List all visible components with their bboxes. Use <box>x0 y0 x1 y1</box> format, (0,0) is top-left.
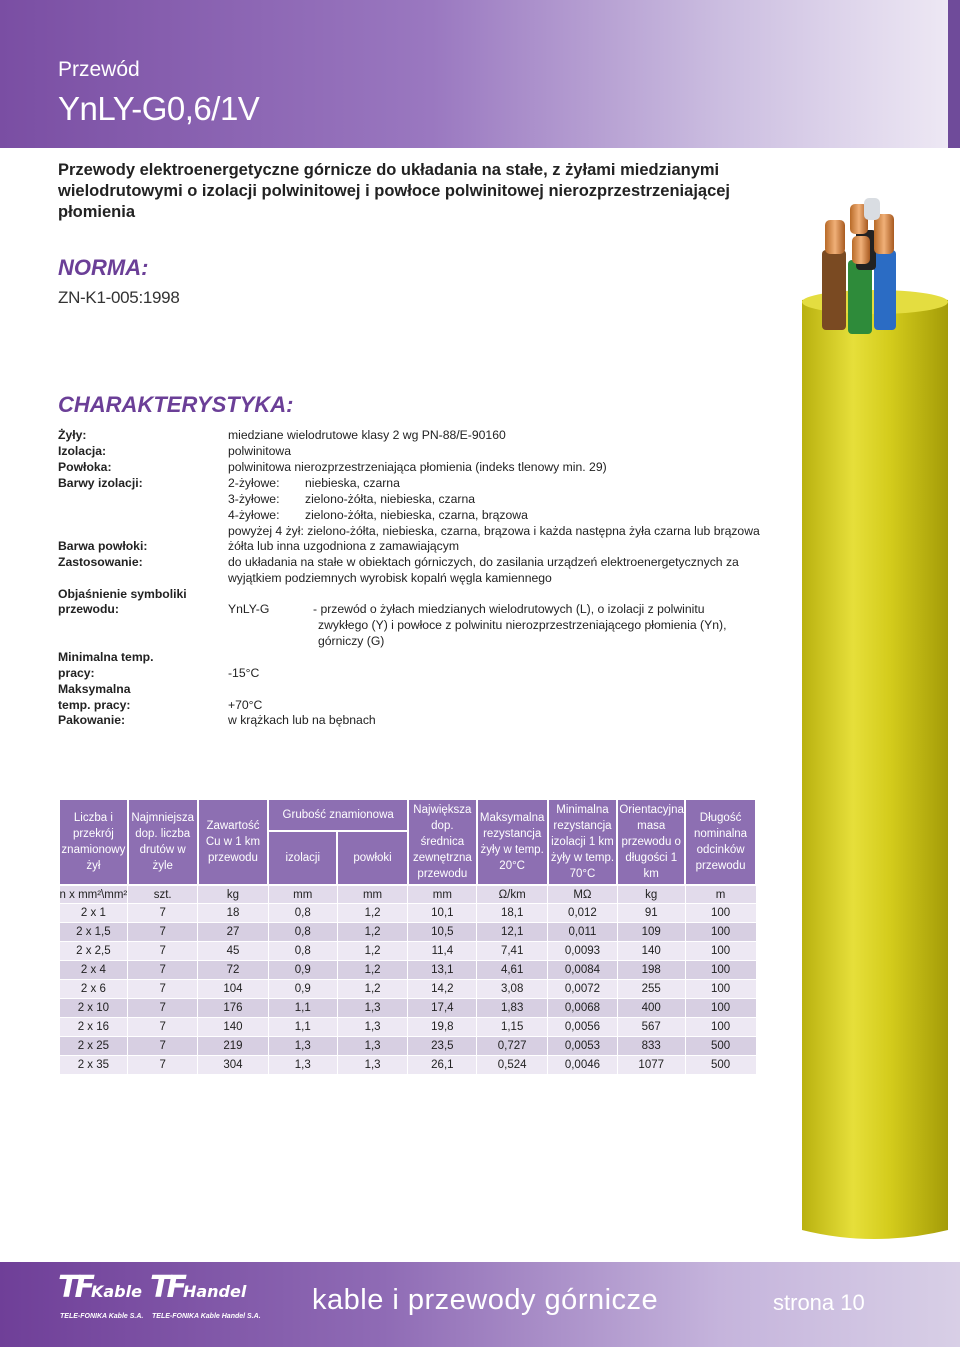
spec-value: zwykłego (Y) i powłoce z polwinitu nierozprzestrzeniającego płomienia (Yn), <box>318 618 727 632</box>
table-cell: 0,011 <box>548 923 618 942</box>
table-row <box>59 1018 756 1037</box>
spec-value: miedziane wielodrutowe klasy 2 wg PN-88/E-90160 <box>228 428 506 442</box>
table-row <box>59 1056 756 1075</box>
spec-label: Żyły: <box>58 428 87 442</box>
spec-row-barwy <box>58 476 400 490</box>
cable-sheath <box>802 293 948 1239</box>
logo-company: TELE-FONIKA Kable S.A. <box>60 1313 144 1320</box>
table-cell: 567 <box>617 1018 685 1037</box>
table-cell: 0,8 <box>268 942 337 961</box>
spec-row-min-temp-2 <box>58 666 260 680</box>
col-header-wires: Najmniejsza dop. liczba drutów w żyle <box>128 799 198 885</box>
table-cell: 0,0068 <box>548 999 618 1018</box>
table-cell: 0,9 <box>268 961 337 980</box>
table-cell: 400 <box>617 999 685 1018</box>
core-green <box>848 260 872 334</box>
spec-label: Barwy izolacji: <box>58 476 143 490</box>
table-row <box>59 923 756 942</box>
product-type: Przewód <box>58 58 140 81</box>
unit-cell: mm <box>337 885 408 904</box>
spec-row-powloka <box>58 460 607 474</box>
spec-label: Izolacja: <box>58 444 107 458</box>
table-cell: 7 <box>128 904 198 923</box>
product-title: YnLY-G0,6/1V <box>58 90 260 127</box>
col-header-insulation-resistance: Minimalna rezystancja izolacji 1 km żyły w temp. 70°C <box>548 799 618 885</box>
table-cell: 0,0072 <box>548 980 618 999</box>
spec-row-barwa-powloki <box>58 539 460 553</box>
unit-cell: kg <box>198 885 269 904</box>
core-blue <box>874 250 896 330</box>
table-cell: 12,1 <box>477 923 548 942</box>
spec-label: pracy: <box>58 666 95 680</box>
table-cell: 7 <box>128 961 198 980</box>
table-cell: 500 <box>685 1056 756 1075</box>
copper-strands-1 <box>825 220 845 254</box>
table-cell: 19,8 <box>408 1018 477 1037</box>
table-cell: 1077 <box>617 1056 685 1075</box>
spec-row-min-temp <box>58 650 153 664</box>
table-cell: 7 <box>128 999 198 1018</box>
spec-row-izolacja <box>58 444 292 458</box>
table-row <box>59 961 756 980</box>
table-cell: 140 <box>617 942 685 961</box>
table-cell: 100 <box>685 961 756 980</box>
header-banner <box>0 0 960 148</box>
table-cell: 1,3 <box>337 1056 408 1075</box>
table-cell: 0,0093 <box>548 942 618 961</box>
col-header-length: Długość nominalna odcinków przewodu <box>685 799 756 885</box>
table-cell: 100 <box>685 1018 756 1037</box>
table-cell: 100 <box>685 999 756 1018</box>
table-cell: 304 <box>198 1056 269 1075</box>
table-cell: 1,2 <box>337 904 408 923</box>
table-cell: 27 <box>198 923 269 942</box>
table-cell: 7 <box>128 923 198 942</box>
spec-value: wyjątkiem podziemnych wyrobisk kopalń węgla kamiennego <box>228 571 552 585</box>
col-header-mass: Orientacyjna masa przewodu o długości 1 km <box>617 799 685 885</box>
table-cell: 2 x 6 <box>59 980 128 999</box>
table-cell: 7,41 <box>477 942 548 961</box>
table-cell: 2 x 2,5 <box>59 942 128 961</box>
units-row <box>59 885 756 904</box>
table-cell: 72 <box>198 961 269 980</box>
col-header-insulation: izolacji <box>268 831 337 885</box>
table-cell: 0,0046 <box>548 1056 618 1075</box>
table-cell: 1,83 <box>477 999 548 1018</box>
table-cell: 0,0056 <box>548 1018 618 1037</box>
table-cell: 45 <box>198 942 269 961</box>
table-cell: 0,0084 <box>548 961 618 980</box>
unit-cell: mm <box>408 885 477 904</box>
table-cell: 17,4 <box>408 999 477 1018</box>
col-header-diameter: Największa dop. średnica zewnętrzna przewodu <box>408 799 477 885</box>
spec-key: 2-żyłowe: <box>228 476 280 490</box>
table-cell: 14,2 <box>408 980 477 999</box>
table-cell: 10,1 <box>408 904 477 923</box>
table-cell: 1,3 <box>337 1018 408 1037</box>
table-cell: 0,8 <box>268 923 337 942</box>
unit-cell: MΩ <box>548 885 618 904</box>
table-cell: 3,08 <box>477 980 548 999</box>
table-cell: 109 <box>617 923 685 942</box>
page-label: strona <box>773 1290 835 1315</box>
spec-row-max-temp <box>58 682 131 696</box>
table-cell: 1,3 <box>268 1037 337 1056</box>
footer-bar <box>0 1262 960 1347</box>
table-cell: 11,4 <box>408 942 477 961</box>
table-cell: 0,727 <box>477 1037 548 1056</box>
spec-value: -15°C <box>228 666 260 680</box>
spec-value: do układania na stałe w obiektach górniczych, do zasilania urządzeń elektroenergetycznych za <box>228 555 739 569</box>
table-cell: 100 <box>685 904 756 923</box>
table-cell: 100 <box>685 942 756 961</box>
spec-label: Objaśnienie symboliki <box>58 587 187 601</box>
table-cell: 10,5 <box>408 923 477 942</box>
footer-tagline: kable i przewody górnicze <box>312 1284 659 1316</box>
spec-label: Zastosowanie: <box>58 555 143 569</box>
table-header-row <box>59 799 756 831</box>
table-cell: 104 <box>198 980 269 999</box>
spec-value: niebieska, czarna <box>305 476 400 490</box>
col-header-cu-content: Zawartość Cu w 1 km przewodu <box>198 799 269 885</box>
col-header-nominal-thickness: Grubość znamionowa <box>268 799 408 831</box>
table-cell: 18,1 <box>477 904 548 923</box>
spec-label: przewodu: <box>58 602 119 616</box>
table-cell: 1,2 <box>337 942 408 961</box>
spec-label: temp. pracy: <box>58 698 131 712</box>
spec-key: 3-żyłowe: <box>228 492 280 506</box>
spec-label: Powłoka: <box>58 460 112 474</box>
table-cell: 140 <box>198 1018 269 1037</box>
table-cell: 2 x 1,5 <box>59 923 128 942</box>
table-cell: 2 x 16 <box>59 1018 128 1037</box>
table-cell: 0,524 <box>477 1056 548 1075</box>
table-row <box>59 1037 756 1056</box>
table-cell: 833 <box>617 1037 685 1056</box>
spec-symbol: YnLY-G <box>228 602 270 616</box>
table-cell: 2 x 10 <box>59 999 128 1018</box>
table-cell: 7 <box>128 980 198 999</box>
table-cell: 0,012 <box>548 904 618 923</box>
table-cell: 1,2 <box>337 961 408 980</box>
table-cell: 2 x 35 <box>59 1056 128 1075</box>
table-cell: 100 <box>685 980 756 999</box>
unit-cell: mm <box>268 885 337 904</box>
spec-value: - przewód o żyłach miedzianych wielodrutowych (L), o izolacji z polwinitu <box>313 602 705 616</box>
table-cell: 1,2 <box>337 923 408 942</box>
spec-label: Minimalna temp. <box>58 650 154 664</box>
spec-row-symbole <box>58 602 705 616</box>
table-body <box>59 885 756 1075</box>
logo-word: Handel <box>182 1282 247 1301</box>
spec-value: w krążkach lub na bębnach <box>228 713 376 727</box>
spec-row-symbole-label <box>58 587 187 601</box>
spec-value: zielono-żółta, niebieska, czarna <box>305 492 476 506</box>
table-cell: 7 <box>128 942 198 961</box>
table-cell: 4,61 <box>477 961 548 980</box>
spec-row-zastosowanie <box>58 555 739 569</box>
spec-value: powyżej 4 żył: zielono-żółta, niebieska, czarna, brązowa i każda następna żyła czarna lub brązowa <box>228 524 760 538</box>
unit-cell: m <box>685 885 756 904</box>
logo-mark: TF <box>150 1270 183 1305</box>
spec-row-pakowanie <box>58 713 376 727</box>
table-cell: 1,2 <box>337 980 408 999</box>
spec-row-zyly <box>58 428 506 442</box>
unit-cell: Ω/km <box>477 885 548 904</box>
table-cell: 7 <box>128 1018 198 1037</box>
spec-value: polwinitowa <box>228 444 292 458</box>
table-cell: 26,1 <box>408 1056 477 1075</box>
copper-strands-5 <box>864 198 880 220</box>
page-number: 10 <box>840 1290 865 1315</box>
table-cell: 0,9 <box>268 980 337 999</box>
page-indicator <box>773 1290 865 1316</box>
logo-word: Kable <box>90 1282 142 1301</box>
tf-handel-logo <box>150 1270 261 1320</box>
norma-heading: NORMA: <box>58 255 149 280</box>
spec-row-max-temp-2 <box>58 698 263 712</box>
spec-label: Barwa powłoki: <box>58 539 148 553</box>
spec-key: 4-żyłowe: <box>228 508 280 522</box>
header-corner-strip <box>948 0 960 148</box>
table-cell: 1,3 <box>337 999 408 1018</box>
spec-value: polwinitowa nierozprzestrzeniająca płomienia (indeks tlenowy min. 29) <box>228 460 607 474</box>
table-cell: 1,3 <box>337 1037 408 1056</box>
norma-value: ZN-K1-005:1998 <box>58 288 180 307</box>
table-cell: 100 <box>685 923 756 942</box>
table-cell: 255 <box>617 980 685 999</box>
table-cell: 0,0053 <box>548 1037 618 1056</box>
table-cell: 18 <box>198 904 269 923</box>
col-header-sheath: powłoki <box>337 831 408 885</box>
unit-cell: n x mm²\mm² <box>59 885 128 904</box>
table-cell: 91 <box>617 904 685 923</box>
table-cell: 219 <box>198 1037 269 1056</box>
table-row <box>59 942 756 961</box>
table-cell: 7 <box>128 1037 198 1056</box>
spec-value: górniczy (G) <box>318 634 385 648</box>
table-cell: 2 x 1 <box>59 904 128 923</box>
logo-company: TELE-FONIKA Kable Handel S.A. <box>152 1313 261 1320</box>
table-cell: 7 <box>128 1056 198 1075</box>
copper-strands-3 <box>874 214 894 254</box>
spec-value: żółta lub inna uzgodniona z zamawiającym <box>228 539 460 553</box>
table-cell: 2 x 4 <box>59 961 128 980</box>
col-header-resistance: Maksymalna rezystancja żyły w temp. 20°C <box>477 799 548 885</box>
spec-value: zielono-żółta, niebieska, czarna, brązowa <box>305 508 528 522</box>
product-description: Przewody elektroenergetyczne górnicze do układania na stałe, z żyłami miedzianymi wielodrutowymi o izolacji polwinitowej i powłoce polwinitowej nierozprzestrzeniającej płomienia <box>58 161 731 221</box>
table-cell: 1,1 <box>268 999 337 1018</box>
table-cell: 1,15 <box>477 1018 548 1037</box>
spec-value: +70°C <box>228 698 263 712</box>
table-cell: 500 <box>685 1037 756 1056</box>
table-cell: 23,5 <box>408 1037 477 1056</box>
table-cell: 1,3 <box>268 1056 337 1075</box>
tf-kable-logo <box>58 1270 144 1320</box>
core-brown <box>822 250 846 330</box>
col-header-cross-section: Liczba i przekrój znamionowy żył <box>59 799 128 885</box>
spec-label: Pakowanie: <box>58 713 126 727</box>
table-cell: 2 x 25 <box>59 1037 128 1056</box>
spec-label: Maksymalna <box>58 682 131 696</box>
unit-cell: szt. <box>128 885 198 904</box>
technical-data-table <box>58 798 757 1075</box>
table-row <box>59 980 756 999</box>
logo-mark: TF <box>58 1270 91 1305</box>
table-cell: 0,8 <box>268 904 337 923</box>
table-row <box>59 904 756 923</box>
table-row <box>59 999 756 1018</box>
table-cell: 13,1 <box>408 961 477 980</box>
characteristics-heading: CHARAKTERYSTYKA: <box>58 392 294 417</box>
table-cell: 1,1 <box>268 1018 337 1037</box>
copper-strands-4 <box>852 236 870 264</box>
table-cell: 198 <box>617 961 685 980</box>
cable-illustration <box>790 190 960 1240</box>
table-cell: 176 <box>198 999 269 1018</box>
unit-cell: kg <box>617 885 685 904</box>
